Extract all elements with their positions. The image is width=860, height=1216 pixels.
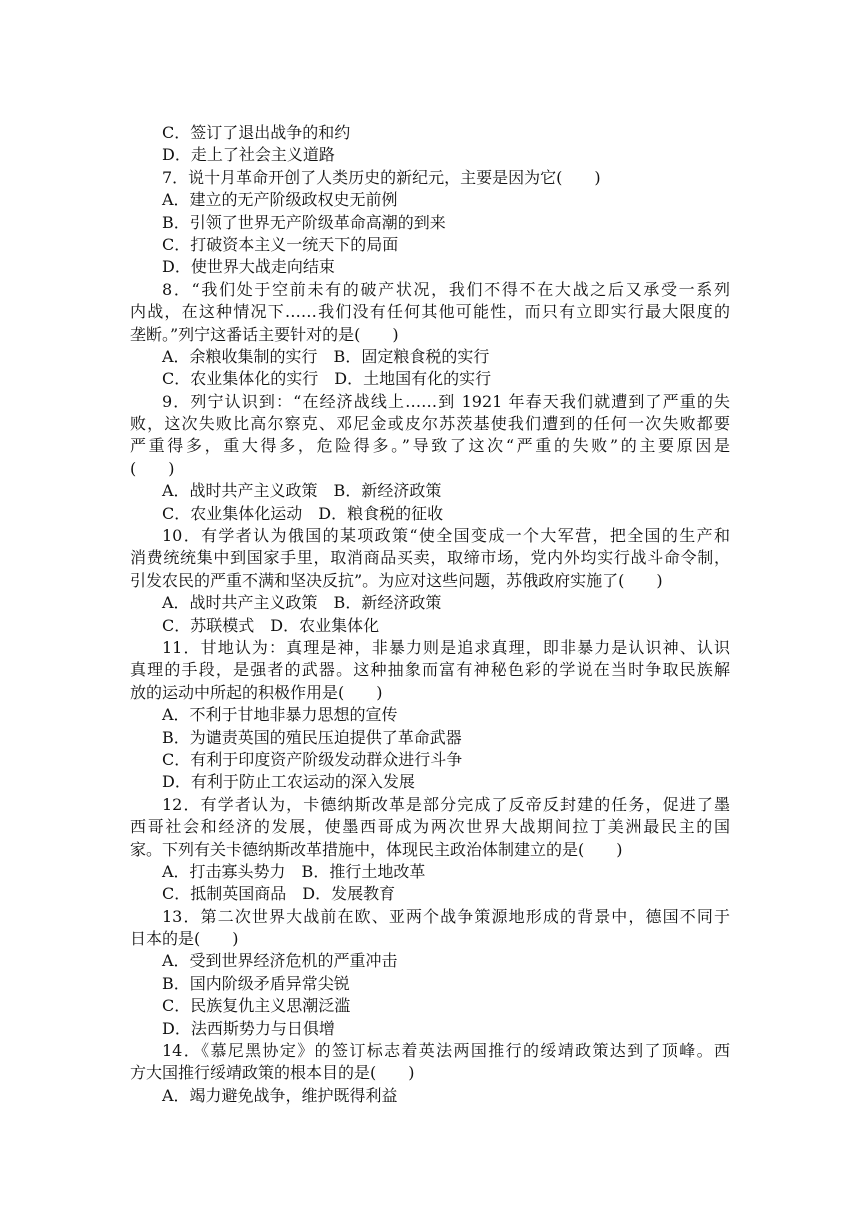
answer-option-line: A．不利于甘地非暴力思想的宣传 [162,705,398,725]
answer-option-line: A．竭力避免战争，维护既得利益 [162,1085,398,1105]
answer-option-line: C．民族复仇主义思潮泛滥 [162,996,351,1016]
answer-option-line: A．打击寡头势力 B．推行土地改革 [162,861,426,881]
question-continuation-line: 严重得多，重大得多，危险得多。”导致了这次“严重的失败”的主要原因是 [130,436,730,456]
answer-option-line: C．有利于印度资产阶级发动群众进行斗争 [162,749,463,769]
question-line: 14．《慕尼黑协定》的签订标志着英法两国推行的绥靖政策达到了顶峰。西 [162,1041,730,1061]
answer-option-line: D．有利于防止工农运动的深入发展 [162,772,415,792]
question-continuation-line: 垄断。”列宁这番话主要针对的是( ) [130,324,399,344]
answer-option-line: C．签订了退出战争的和约 [162,123,351,142]
answer-option-line: B．引领了世界无产阶级革命高潮的到来 [162,212,446,232]
question-continuation-line: 真理的手段，是强者的武器。这种抽象而富有神秘色彩的学说在当时争取民族解 [130,660,730,680]
answer-option-line: B．国内阶级矛盾异常尖锐 [162,973,350,993]
answer-option-line: B．为谴责英国的殖民压迫提供了革命武器 [162,727,462,747]
question-line: 9．列宁认识到：“在经济战线上……到 1921 年春天我们就遭到了严重的失 [162,391,730,411]
question-continuation-line: 败，这次失败比高尔察克、邓尼金或皮尔苏茨基使我们遭到的任何一次失败都要 [130,414,730,434]
answer-option-line: A．受到世界经济危机的严重冲击 [162,951,398,971]
answer-option-line: A．战时共产主义政策 B．新经济政策 [162,481,442,501]
answer-option-line: D．使世界大战走向结束 [162,257,335,277]
question-line: 12．有学者认为，卡德纳斯改革是部分完成了反帝反封建的任务，促进了墨 [162,794,730,814]
question-line: 11．甘地认为：真理是神，非暴力则是追求真理，即非暴力是认识神、认识 [162,637,730,657]
answer-option-line: C．抵制英国商品 D．发展教育 [162,884,396,904]
question-continuation-line: 内战，在这种情况下……我们没有任何其他可能性，而只有立即实行最大限度的 [130,302,730,322]
answer-option-line: D．法西斯势力与日俱增 [162,1018,335,1038]
question-line: 8．“我们处于空前未有的破产状况，我们不得不在大战之后又承受一系列 [162,279,730,299]
question-continuation-line: ( ) [130,458,175,478]
answer-option-line: A．战时共产主义政策 B．新经济政策 [162,593,442,613]
question-continuation-line: 家。下列有关卡德纳斯改革措施中，体现民主政治体制建立的是( ) [130,839,623,859]
answer-option-line: A．余粮收集制的实行 B．固定粮食税的实行 [162,346,490,366]
answer-option-line: C．农业集体化的实行 D．土地国有化的实行 [162,369,492,389]
question-continuation-line: 引发农民的严重不满和坚决反抗”。为应对这些问题，苏俄政府实施了( ) [130,570,663,590]
answer-option-line: C．苏联模式 D．农业集体化 [162,615,380,635]
answer-option-line: A．建立的无产阶级政权史无前例 [162,190,398,210]
answer-option-line: C．农业集体化运动 D．粮食税的征收 [162,503,444,523]
answer-option-line: D．走上了社会主义道路 [162,145,335,165]
document-page [130,122,730,1107]
answer-option-line: C．打破资本主义一统天下的局面 [162,234,399,254]
question-continuation-line: 西哥社会和经济的发展，使墨西哥成为两次世界大战期间拉丁美洲最民主的国 [130,817,730,837]
question-continuation-line: 日本的是( ) [130,929,239,949]
question-continuation-line: 消费统统集中到国家手里，取消商品买卖，取缔市场，党内外均实行战斗命令制， [130,548,730,568]
question-line: 10．有学者认为俄国的某项政策“使全国变成一个大军营，把全国的生产和 [162,526,730,546]
question-line: 13．第二次世界大战前在欧、亚两个战争策源地形成的背景中，德国不同于 [162,906,730,926]
question-continuation-line: 放的运动中所起的积极作用是( ) [130,682,383,702]
question-line: 7．说十月革命开创了人类历史的新纪元，主要是因为它( ) [162,167,601,187]
question-continuation-line: 方大国推行绥靖政策的根本目的是( ) [130,1063,415,1083]
